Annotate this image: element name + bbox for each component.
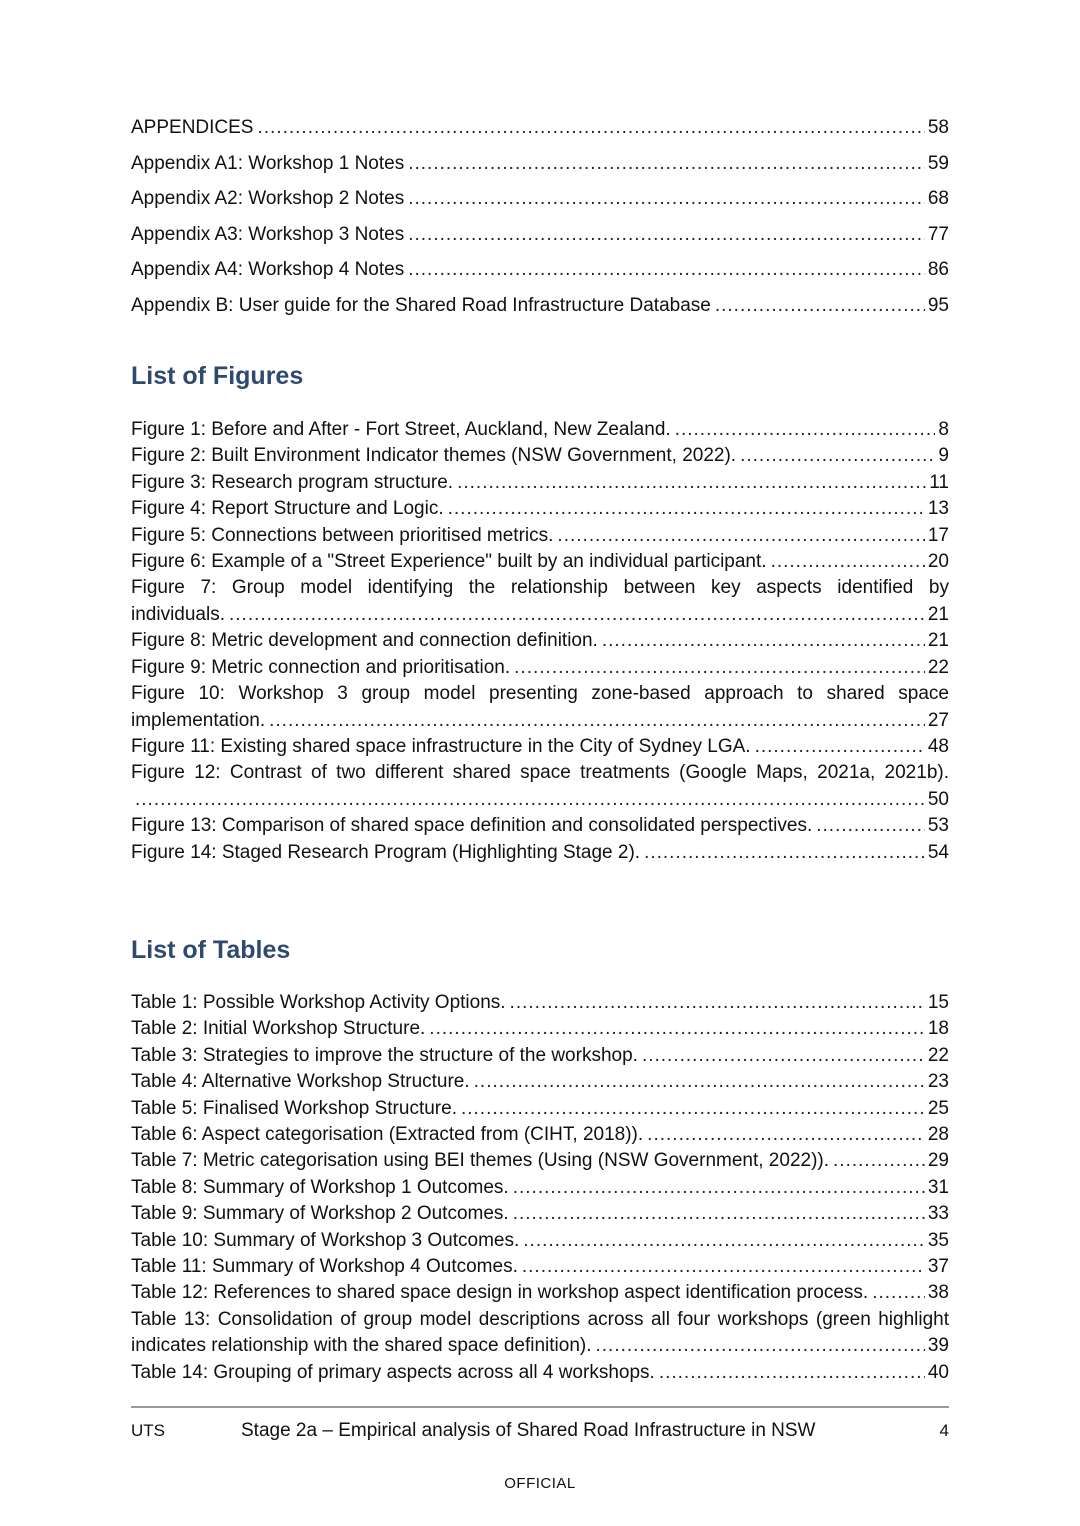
tables-heading: List of Tables [131,936,291,964]
table-entry-8[interactable] [131,1175,949,1201]
toc-entry-title: Appendix A3: Workshop 3 Notes [131,223,405,245]
toc-entry-title: Appendix A1: Workshop 1 Notes [131,152,405,174]
table-entry-9[interactable] [131,1201,949,1227]
table-entry-7[interactable] [131,1148,949,1174]
toc-entry-title: Figure 9: Metric connection and prioritisation. [131,656,511,678]
toc-entry-page: 29 [927,1150,949,1172]
toc-entry-page: 35 [927,1229,949,1251]
toc-entry-page: 11 [929,471,949,493]
toc-entry-title: Figure 5: Connections between prioritised metrics. [131,524,554,546]
toc-entry-title: Table 14: Grouping of primary aspects across all 4 workshops. [131,1361,655,1383]
toc-entry-page: 40 [927,1361,949,1383]
toc-entry-title: Figure 6: Example of a "Street Experience" built by an individual participant. [131,550,767,572]
toc-entry-page: 21 [927,630,949,652]
figure-entry-8[interactable] [131,628,949,654]
toc-entry-page: 27 [927,709,949,731]
toc-entry-title: Table 11: Summary of Workshop 4 Outcomes. [131,1255,518,1277]
toc-entry-title: APPENDICES [131,117,254,138]
toc-entry-title-line1: Figure 7: Group model identifying the relationship between key aspects identified by [131,577,949,599]
toc-leader [474,1069,925,1095]
toc-leader [448,496,925,522]
toc-entry-title: Figure 14: Staged Research Program (Highlighting Stage 2). [131,841,641,863]
toc-entry-page: 15 [927,992,949,1013]
toc-entry-title-line2: implementation. [131,709,266,731]
table-entry-5[interactable] [131,1096,949,1122]
tables-list [131,990,949,1386]
footer-title: Stage 2a – Empirical analysis of Shared Road Infrastructure in NSW [241,1420,816,1441]
toc-entry-page: 50 [927,788,949,810]
toc-entry-title: Table 6: Aspect categorisation (Extracted from (CIHT, 2018)). [131,1123,644,1145]
toc-entry-title: Figure 8: Metric development and connection definition. [131,630,598,652]
toc-entry-page: 8 [938,419,949,440]
figure-entry-4[interactable] [131,496,949,522]
table-entry-10[interactable] [131,1228,949,1254]
toc-leader [523,1228,925,1254]
toc-entry-page: 17 [927,524,949,546]
figure-entry-10[interactable] [131,681,949,734]
toc-leader [771,549,925,575]
figure-entry-11[interactable] [131,734,949,760]
toc-entry-appendix-a3[interactable] [131,217,949,253]
toc-entry-page: 22 [927,1044,949,1066]
table-entry-3[interactable] [131,1043,949,1069]
footer-divider [131,1406,949,1408]
toc-leader [408,146,925,182]
toc-leader [557,523,924,549]
toc-entry-title-line2: individuals. [131,603,225,625]
toc-leader [715,288,925,324]
toc-entry-page: 33 [927,1203,949,1225]
toc-entry-appendix-a1[interactable] [131,146,949,182]
toc-entry-title-line1: Table 13: Consolidation of group model descriptions across all four workshops (green highlight [131,1308,949,1330]
toc-entry-title: Figure 4: Report Structure and Logic. [131,498,444,520]
toc-leader [135,787,925,813]
toc-entry-title: Figure 13: Comparison of shared space definition and consolidated perspectives. [131,815,813,837]
toc-leader [513,1175,925,1201]
toc-entry-appendix-b[interactable] [131,288,949,324]
toc-entry-page: 68 [927,188,949,209]
toc-entry-title: Table 10: Summary of Workshop 3 Outcomes. [131,1229,520,1251]
table-entry-2[interactable] [131,1016,949,1042]
toc-entry-page: 9 [938,445,949,467]
toc-entry-title: Figure 1: Before and After - Fort Street, Auckland, New Zealand. [131,419,671,440]
table-entry-1[interactable] [131,990,949,1016]
toc-entry-page: 48 [927,735,949,757]
toc-entry-title: Figure 2: Built Environment Indicator themes (NSW Government, 2022). [131,445,737,467]
figure-entry-12[interactable] [131,760,949,813]
toc-leader [513,1201,925,1227]
toc-leader [269,708,925,734]
toc-entry-page: 54 [927,841,949,863]
toc-entry-page: 21 [927,603,949,625]
toc-entry-page: 39 [927,1335,949,1357]
toc-entry-title: Table 5: Finalised Workshop Structure. [131,1097,457,1119]
toc-entry-page: 59 [927,152,949,174]
toc-entry-title: Table 7: Metric categorisation using BEI themes (Using (NSW Government, 2022)). [131,1150,830,1172]
toc-entry-page: 25 [927,1097,949,1119]
toc-entry-title: Table 8: Summary of Workshop 1 Outcomes. [131,1176,509,1198]
toc-leader [522,1254,925,1280]
toc-entry-title: Table 3: Strategies to improve the structure of the workshop. [131,1044,638,1066]
toc-leader [872,1280,925,1306]
toc-leader [659,1360,925,1386]
classification-label: OFFICIAL [504,1475,576,1492]
table-entry-4[interactable] [131,1069,949,1095]
toc-entry-title-line2: indicates relationship with the shared space definition). [131,1335,592,1357]
appendices-list [131,110,949,323]
figure-entry-9[interactable] [131,655,949,681]
figure-entry-2[interactable] [131,443,949,469]
toc-entry-page: 77 [927,223,949,245]
figures-heading: List of Figures [131,362,304,390]
toc-entry-page: 20 [927,550,949,572]
toc-leader [596,1333,925,1359]
table-entry-14[interactable] [131,1360,949,1386]
table-entry-13[interactable] [131,1307,949,1360]
toc-entry-title: Appendix A2: Workshop 2 Notes [131,188,405,209]
figure-entry-14[interactable] [131,840,949,866]
toc-leader [510,990,925,1016]
toc-entry-appendices[interactable] [131,110,949,146]
toc-leader [647,1122,925,1148]
toc-leader [429,1016,925,1042]
toc-entry-appendix-a4[interactable] [131,252,949,288]
toc-leader [755,734,925,760]
toc-entry-page: 28 [927,1123,949,1145]
toc-leader [408,181,925,217]
toc-entry-page: 58 [927,117,949,138]
toc-entry-page: 86 [927,259,949,280]
toc-entry-page: 53 [927,815,949,837]
toc-leader [740,443,935,469]
figure-entry-1[interactable] [131,417,949,443]
toc-leader [408,217,925,253]
toc-entry-page: 38 [927,1282,949,1304]
footer-page-number: 4 [939,1421,949,1440]
page-footer [131,1418,949,1444]
toc-leader [229,602,925,628]
figure-entry-7[interactable] [131,575,949,628]
toc-leader [816,813,925,839]
toc-entry-title: Table 9: Summary of Workshop 2 Outcomes. [131,1203,509,1225]
toc-leader [461,1096,925,1122]
toc-entry-page: 18 [927,1018,949,1040]
toc-entry-title-line1: Figure 10: Workshop 3 group model presenting zone-based approach to shared space [131,683,949,705]
toc-entry-page: 13 [927,498,949,520]
toc-leader [457,470,926,496]
toc-entry-title: Table 2: Initial Workshop Structure. [131,1018,426,1040]
table-entry-11[interactable] [131,1254,949,1280]
toc-entry-title-line1: Figure 12: Contrast of two different shared space treatments (Google Maps, 2021a, 2021b). [131,762,949,784]
toc-leader [602,628,925,654]
toc-entry-title: Figure 3: Research program structure. [131,471,454,493]
toc-leader [408,252,925,288]
footer-org: UTS [131,1421,165,1440]
figure-entry-13[interactable] [131,813,949,839]
toc-entry-page: 22 [927,656,949,678]
toc-entry-title: Table 1: Possible Workshop Activity Options. [131,992,506,1013]
toc-entry-title: Appendix A4: Workshop 4 Notes [131,259,405,280]
toc-entry-appendix-a2[interactable] [131,181,949,217]
toc-entry-page: 31 [927,1176,949,1198]
figures-list [131,417,949,866]
toc-leader [642,1043,925,1069]
figure-entry-6[interactable] [131,549,949,575]
toc-entry-page: 37 [927,1255,949,1277]
figure-entry-5[interactable] [131,523,949,549]
table-entry-12[interactable] [131,1280,949,1306]
toc-entry-page: 23 [927,1071,949,1093]
toc-entry-title: Table 12: References to shared space design in workshop aspect identification process. [131,1282,869,1304]
toc-entry-title: Appendix B: User guide for the Shared Road Infrastructure Database [131,294,711,316]
toc-leader [675,417,936,443]
toc-entry-title: Figure 11: Existing shared space infrastructure in the City of Sydney LGA. [131,735,751,757]
toc-entry-title: Table 4: Alternative Workshop Structure. [131,1071,470,1093]
toc-leader [833,1148,925,1174]
toc-leader [644,840,925,866]
toc-leader [514,655,925,681]
table-entry-6[interactable] [131,1122,949,1148]
toc-entry-page: 95 [927,294,949,316]
toc-leader [257,110,924,146]
figure-entry-3[interactable] [131,470,949,496]
